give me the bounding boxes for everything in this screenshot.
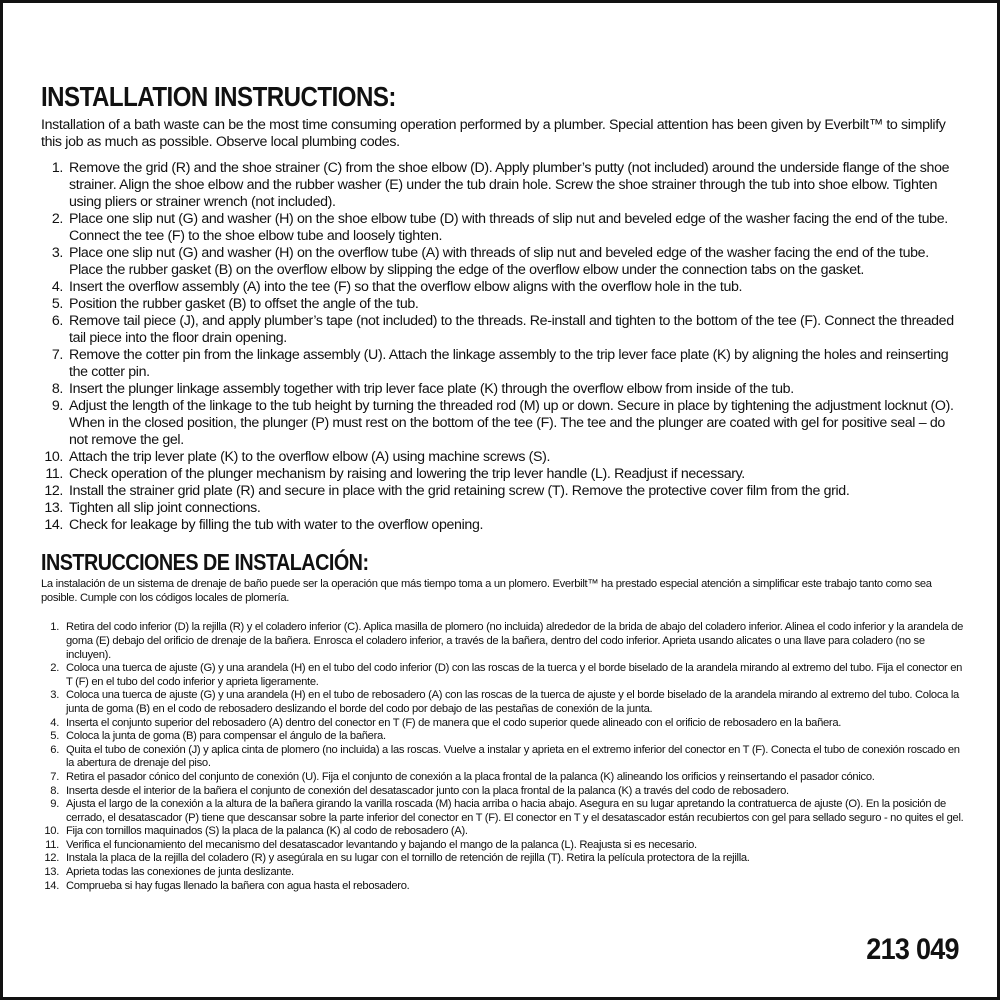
model-number: 213 049 [866, 933, 959, 966]
english-step-text: Place one slip nut (G) and washer (H) on the overflow tube (A) with threads of slip nut and beveled edge of the washer facing the end of the tube. Place the rubber gasket (B) on the overflow elbow by slipping the edge of the overflow elbow under the connection tabs on the gasket. [69, 245, 929, 279]
spanish-steps-list [41, 621, 965, 893]
spanish-step-text: Comprueba si hay fugas llenado la bañera con agua hasta el rebosadero. [66, 879, 410, 892]
spanish-step-number: 12. [44, 852, 59, 865]
spanish-step [41, 852, 965, 866]
english-step [41, 449, 965, 466]
spanish-step [41, 771, 965, 785]
spanish-step [41, 880, 965, 894]
spanish-step-text: Quita el tubo de conexión (J) y aplica cinta de plomero (no incluida) a las roscas. Vuelve a instalar y aprieta en el extremo inferior del conector en T (F). Conecta el tubo de conexión roscado en la abertura de drenaje del piso. [66, 743, 960, 770]
spanish-step [41, 866, 965, 880]
spanish-step-number: 14. [44, 879, 59, 892]
spanish-step-number: 5. [50, 730, 59, 743]
spanish-step-number: 9. [50, 798, 59, 811]
spanish-step [41, 717, 965, 731]
english-step [41, 245, 965, 279]
spanish-step-text: Coloca la junta de goma (B) para compensar el ángulo de la bañera. [66, 730, 386, 743]
english-steps-list [41, 160, 965, 534]
english-step-number: 2. [51, 211, 63, 228]
spanish-step-text: Aprieta todas las conexiones de junta deslizante. [66, 866, 294, 879]
spanish-step-text: Fija con tornillos maquinados (S) la placa de la palanca (K) al codo de rebosadero (A). [66, 825, 468, 838]
english-step-number: 4. [51, 279, 63, 296]
spanish-step-number: 7. [50, 770, 59, 783]
english-step-text: Position the rubber gasket (B) to offset the angle of the tub. [69, 296, 419, 313]
spanish-step-number: 1. [50, 621, 59, 634]
spanish-intro: La instalación de un sistema de drenaje de baño puede ser la operación que más tiempo toma a un plomero. Everbilt™ ha prestado especial atención a simplificar este trabajo tanto como sea posible. Cumple con los códigos locales de plomería. [41, 578, 932, 604]
english-step [41, 466, 965, 483]
spanish-step-number: 6. [50, 743, 59, 756]
spanish-step-text: Inserta el conjunto superior del rebosadero (A) dentro del conector en T (F) de manera que el codo superior quede alineado con el orificio de rebosadero en la bañera. [66, 716, 842, 729]
english-step [41, 381, 965, 398]
english-step [41, 398, 965, 449]
spanish-step [41, 744, 965, 771]
spanish-step [41, 839, 965, 853]
english-step [41, 296, 965, 313]
english-step-number: 1. [51, 160, 63, 177]
english-step-number: 6. [51, 313, 63, 330]
english-step-text: Attach the trip lever plate (K) to the overflow elbow (A) using machine screws (S). [69, 449, 551, 466]
english-step-number: 11. [45, 466, 63, 483]
english-step-number: 7. [51, 347, 63, 364]
english-step-text: Adjust the length of the linkage to the tub height by turning the threaded rod (M) up or down. Secure in place by tightening the adjustment locknut (O). When in the closed position, the plunger (P) must rest on the bottom of the tee (F). The tee and the plunger are coated with gel for positive seal – do not remove the gel. [69, 398, 954, 449]
spanish-step [41, 621, 965, 662]
english-step-text: Remove the cotter pin from the linkage assembly (U). Attach the linkage assembly to the trip lever face plate (K) by aligning the holes and reinserting the cotter pin. [69, 347, 949, 381]
spanish-step-number: 4. [50, 716, 59, 729]
spanish-step-text: Verifica el funcionamiento del mecanismo del desatascador levantando y bajando el mango de la palanca (L). Reajusta si es necesario. [66, 838, 697, 851]
english-step [41, 160, 965, 211]
spanish-step [41, 662, 965, 689]
english-step-text: Place one slip nut (G) and washer (H) on the shoe elbow tube (D) with threads of slip nut and beveled edge of the washer facing the end of the tube. Connect the tee (F) to the shoe elbow tube and loosely tighten. [69, 211, 948, 245]
english-step-text: Remove tail piece (J), and apply plumber’s tape (not included) to the threads. Re-install and tighten to the bottom of the tee (F). Connect the threaded tail piece into the floor drain opening. [69, 313, 954, 347]
english-step-number: 12. [44, 483, 63, 500]
english-step-text: Check operation of the plunger mechanism by raising and lowering the trip lever handle (L). Readjust if necessary. [69, 466, 745, 483]
spanish-step-number: 11. [45, 838, 59, 851]
spanish-step-number: 3. [50, 689, 59, 702]
english-step-text: Check for leakage by filling the tub with water to the overflow opening. [69, 517, 484, 534]
english-step-text: Tighten all slip joint connections. [69, 500, 261, 517]
spanish-step-number: 8. [50, 784, 59, 797]
english-step-number: 8. [51, 381, 63, 398]
spanish-step-number: 2. [50, 662, 59, 675]
english-step [41, 313, 965, 347]
english-step [41, 517, 965, 534]
english-step [41, 500, 965, 517]
spanish-step [41, 785, 965, 799]
english-step-text: Insert the plunger linkage assembly together with trip lever face plate (K) through the overflow elbow from inside of the tub. [69, 381, 794, 398]
english-step-text: Insert the overflow assembly (A) into the tee (F) so that the overflow elbow aligns with the overflow hole in the tub. [69, 279, 743, 296]
spanish-step-text: Coloca una tuerca de ajuste (G) y una arandela (H) en el tubo del codo inferior (D) con las roscas de la tuerca y el borde biselado de la arandela mirando al extremo del tubo. Fija el conector en T (F) en el tubo del codo inferior y aprieta ligeramente. [66, 662, 963, 688]
english-step [41, 279, 965, 296]
spanish-step [41, 798, 965, 825]
english-step-number: 9. [51, 398, 63, 415]
english-step-text: Remove the grid (R) and the shoe strainer (C) from the shoe elbow (D). Apply plumber’s putty (not included) around the underside flange of the shoe strainer. Align the shoe elbow and the rubber washer (E) under the tub drain hole. Screw the shoe strainer through the tub into shoe elbow. Tighten using pliers or strainer wrench (not included). [69, 160, 950, 211]
english-step-number: 5. [51, 296, 63, 313]
english-step [41, 483, 965, 500]
english-step [41, 347, 965, 381]
english-heading: INSTALLATION INSTRUCTIONS: [41, 81, 396, 112]
spanish-step-number: 13. [44, 866, 59, 879]
spanish-heading: INSTRUCCIONES DE INSTALACIÓN: [41, 549, 369, 576]
spanish-step-number: 10. [44, 825, 59, 838]
spanish-step [41, 825, 965, 839]
instructions-content [41, 81, 965, 893]
english-step [41, 211, 965, 245]
spanish-step [41, 730, 965, 744]
spanish-step-text: Inserta desde el interior de la bañera el conjunto de conexión del desatascador junto con la placa frontal de la palanca (K) a través del codo de rebosadero. [66, 784, 789, 797]
spanish-step-text: Retira el pasador cónico del conjunto de conexión (U). Fija el conjunto de conexión a la placa frontal de la palanca (K) alineando los orificios y reinsertando el pasador cónico. [66, 770, 875, 783]
english-step-number: 13. [44, 500, 63, 517]
english-step-number: 10. [44, 449, 63, 466]
spanish-step [41, 689, 965, 716]
english-step-text: Install the strainer grid plate (R) and secure in place with the grid retaining screw (T). Remove the protective cover film from the grid. [69, 483, 850, 500]
english-intro: Installation of a bath waste can be the most time consuming operation performed by a plumber. Special attention has been given by Everbilt™ to simplify this job as much as possible. Observe local plumbing codes. [41, 117, 946, 150]
spanish-step-text: Coloca una tuerca de ajuste (G) y una arandela (H) en el tubo de rebosadero (A) con las roscas de la tuerca de ajuste y el borde biselado de la arandela mirando al extremo del tubo. Coloca la junta de goma (B) en el codo de rebosadero deslizando el borde del codo por debajo de las pestañas de conexión de la junta. [66, 689, 959, 715]
spanish-step-text: Ajusta el largo de la conexión a la altura de la bañera girando la varilla roscada (M) hacia arriba o hacia abajo. Asegura en su lugar apretando la contratuerca de ajuste (O). En la posición de cerrado, el desatascador (P) tiene que descansar sobre la parte inferior del conector en T (F). El conector en T y el desatascador están recubiertos con gel para sellado seguro - no quites el gel. [66, 798, 964, 824]
english-step-number: 14. [44, 517, 63, 534]
english-step-number: 3. [51, 245, 63, 262]
spanish-step-text: Instala la placa de la rejilla del coladero (R) y asegúrala en su lugar con el tornillo de retención de rejilla (T). Retira la película protectora de la rejilla. [66, 852, 750, 865]
spanish-step-text: Retira del codo inferior (D) la rejilla (R) y el coladero inferior (C). Aplica masilla de plomero (no incluida) alrededor de la brida de abajo del coladero inferior. Alinea el codo inferior y la arandela de goma (E) debajo del orificio de drenaje de la bañera. Enrosca el coladero inferior, a través de la bañera, dentro del codo inferior. Aprieta usando alicates o una llave para coladero (no se incluyen). [66, 621, 964, 661]
